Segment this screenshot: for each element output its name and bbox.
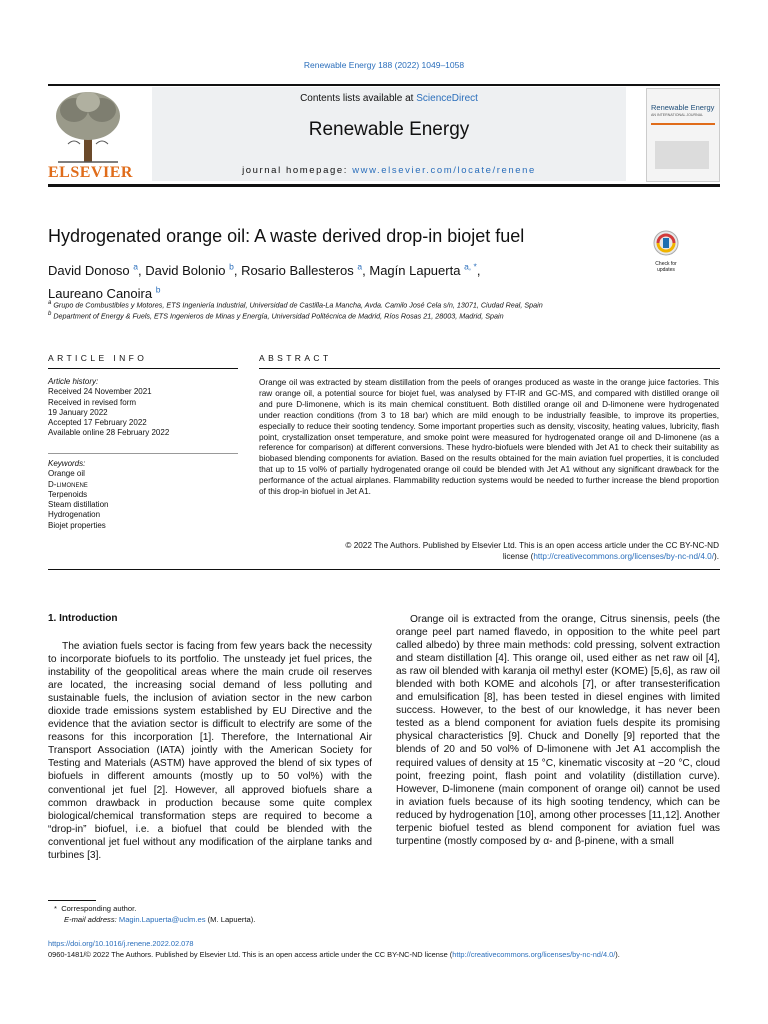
keyword: Biojet properties	[48, 520, 106, 530]
history-label: Article history:	[48, 377, 99, 386]
keywords-rule	[48, 453, 238, 454]
author[interactable]: Laureano Canoira $^b$	[48, 284, 161, 301]
keyword: Steam distillation	[48, 500, 109, 510]
license-link[interactable]: http://creativecommons.org/licenses/by-nc-nd/4.0/	[533, 551, 714, 561]
sciencedirect-link[interactable]: ScienceDirect	[416, 93, 478, 104]
check-updates-icon	[648, 230, 684, 256]
affiliation	[48, 300, 543, 309]
author[interactable]: David Donoso $^a$,	[48, 262, 146, 279]
issn-suffix: ).	[615, 950, 620, 959]
introduction-heading: 1. Introduction	[48, 613, 118, 624]
history-item: Received in revised form	[48, 397, 137, 407]
corresponding-author-note	[54, 904, 136, 913]
elsevier-wordmark: ELSEVIER	[48, 164, 133, 181]
doi-link[interactable]: https://doi.org/10.1016/j.renene.2022.02.078	[48, 939, 194, 948]
intro-paragraph: Orange oil is extracted from the orange, Citrus sinensis, peels (the orange peel part named flavedo, in opposition to the white peel part called albedo) by three main methods: cold pressing, solvent extraction and steam distillation [4]. This orange oil, used either as net raw oil [4], as raw oil blended with karanja oil methyl ester (KOME) [5,6], as raw oil blended with both KOME and alcohols [7], or after transesterification and emulsification [8], has been tested in diesel engines with limited success. However, to the best of our knowledge, it has never been tested as a blend component for aviation fuels despite its promising physical characteristics [9]. Chuck and Donelly [9] reported that the blends of 20 and 50 vol% of D-limonene with Jet A1 accomplish the required values of density at 15 °C, kinematic viscosity at −20 °C, cloud point, freezing point, flash point and volatility (distillation curve). However, D-limonene (main component of orange oil) cannot be used in aviation fuels because of its high sooting tendency, which can be reduced by hydrogenation [10], among other processes [11,12]. Another terpenic biofuel tested as blend component for aviation fuel was turpentine (mostly composed by α- and β-pinene, with a small	[396, 614, 720, 847]
article-title: Hydrogenated orange oil: A waste derived drop-in biojet fuel	[48, 226, 525, 246]
history-item: Received 24 November 2021	[48, 387, 152, 397]
affiliation-text: Grupo de Combustibles y Motores, ETS Ingeniería Industrial, Universidad de Castilla-La Mancha, Avda. Camilo José Cela s/n, 13071, Ciudad Real, Spain	[53, 300, 543, 310]
keyword: Terpenoids	[48, 489, 88, 499]
intro-left-column	[48, 640, 372, 862]
intro-right-column	[396, 613, 720, 848]
footnote-text: Corresponding author.	[61, 904, 137, 913]
issn-license-link[interactable]: http://creativecommons.org/licenses/by-nc-nd/4.0/	[452, 950, 616, 959]
footnote-mark: *	[54, 904, 57, 913]
history-item: Accepted 17 February 2022	[48, 418, 147, 428]
journal-homepage	[152, 165, 626, 176]
affiliation-text: Department of Energy & Fuels, ETS Ingenieros de Minas y Energía, Universidad Politécnica de Madrid, Ríos Rosas 21, 28003, Madrid, Spain	[53, 311, 504, 321]
keyword: Hydrogenation	[48, 510, 101, 520]
journal-cover-thumbnail[interactable]	[646, 88, 720, 182]
homepage-label: journal homepage:	[242, 165, 353, 176]
contents-prefix: Contents lists available at	[300, 93, 417, 104]
abstract-rule	[259, 368, 720, 369]
check-updates-label: Check for updates	[655, 261, 677, 273]
email-note	[64, 915, 255, 924]
journal-title: Renewable Energy	[308, 119, 470, 140]
cover-title: Renewable Energy	[651, 103, 715, 112]
keywords-label: Keywords:	[48, 459, 86, 468]
homepage-link[interactable]: www.elsevier.com/locate/renene	[352, 165, 536, 176]
article-history	[48, 377, 238, 439]
keyword: Orange oil	[48, 469, 85, 479]
issn-line	[48, 950, 720, 959]
license-prefix: license (	[502, 551, 534, 561]
author[interactable]: Magín Lapuerta $^{a, *}$,	[369, 262, 481, 279]
affiliation	[48, 311, 504, 320]
abstract-text: Orange oil was extracted by steam distillation from the peels of oranges produced as waste in the orange juice factories. This raw orange oil, a potential source for biojet fuel, was analysed by FT-IR and GC-MS, and compared with distilled orange oil and pure D-limonene, which is its main chemical constituent. Both distilled orange oil and D-limonene were hydrogenated under reaction conditions (from 3 to 18 bar) which are mild enough to be industrially feasible, to improve its properties, especially to reduce their sooting tendency. Some important properties such as density, viscosity, heating values, lubricity, flash point, crystallization onset temperature, and smoke point were measured for hydrogenated orange oil and D-limonene (as a reference for comparison) at different conversions. These hydro-biofuels were blended with Jet A1 to check their suitability as biobased blending components for aviation. Based on the results obtained for the main aviation fuel properties, it is concluded that up to 15 vol% of partially hydrogenated orange oil could be blended with Jet A1 without any significant drawback for the performance of the actual airplanes. Flammability reduction systems would be needed to further increase the blend proportion of this drop-in biofuel in Jet A1.	[259, 378, 719, 497]
header-bottom-rule	[48, 184, 720, 187]
affiliation-mark: a	[48, 300, 52, 306]
author[interactable]: Rosario Ballesteros $^a$,	[241, 262, 370, 279]
article-info-rule	[48, 368, 238, 369]
abstract-license	[259, 541, 719, 563]
email-suffix: (M. Lapuerta).	[205, 915, 256, 924]
header-top-rule	[48, 84, 720, 86]
history-item: 19 January 2022	[48, 407, 108, 417]
email-label: E-mail address:	[64, 915, 119, 924]
front-matter-rule	[48, 569, 720, 570]
author[interactable]: David Bolonio $^b$,	[145, 262, 242, 279]
journal-citation[interactable]: Renewable Energy 188 (2022) 1049–1058	[303, 60, 465, 70]
email-link[interactable]: Magin.Lapuerta@uclm.es	[118, 915, 206, 924]
footnote-rule	[48, 900, 96, 901]
article-info-heading: ARTICLE INFO	[48, 353, 148, 363]
elsevier-tree-icon	[48, 88, 128, 164]
abstract-heading: ABSTRACT	[259, 353, 332, 363]
cover-subtitle: AN INTERNATIONAL JOURNAL	[651, 113, 704, 117]
history-item: Available online 28 February 2022	[48, 428, 170, 438]
contents-line	[152, 93, 626, 104]
license-line: © 2022 The Authors. Published by Elsevier Ltd. This is an open access article under the CC BY-NC-ND	[345, 541, 719, 550]
license-suffix: ).	[713, 551, 719, 561]
keyword: D-limonene	[48, 479, 88, 489]
cover-stripe	[651, 123, 715, 125]
elsevier-logo[interactable]	[48, 88, 128, 166]
check-for-updates-badge[interactable]	[648, 230, 684, 273]
affiliation-mark: b	[48, 311, 52, 317]
issn-text: 0960-1481/© 2022 The Authors. Published by Elsevier Ltd. This is an open access article under the CC BY-NC-ND license (	[48, 950, 453, 959]
keywords	[48, 459, 238, 531]
cover-image	[655, 141, 709, 169]
author-list	[48, 258, 608, 303]
intro-paragraph: The aviation fuels sector is facing from few years back the necessity to incorporate biofuels to its portfolio. The unsteady jet fuel prices, the instability of the geopolitical areas where the main crude oil reserves are located, the increasing social demand of less polluting and sustainable fuels, the inclusion of aviation sector in the new carbon dioxide trade emissions system established by EU Directive and the evidence that the aviation sector is difficult to electrify are some of the reasons for this incorporation [1]. Therefore, the International Air Transport Association (IATA) jointly with the American Society for Testing and Materials (ASTM) have approved the blend of six types of biofuels in different amounts (mostly up to 50 vol%) with the conventional jet fuel [2]. However, all approved biofuels share a common drawback in production because some quite complex biological/chemical transformation steps are required to become a “drop-in” biofuel, i.e. a biofuel that could be blended with the conventional jet fuel without any modification of the airplane tanks and turbines [3].	[48, 641, 372, 861]
